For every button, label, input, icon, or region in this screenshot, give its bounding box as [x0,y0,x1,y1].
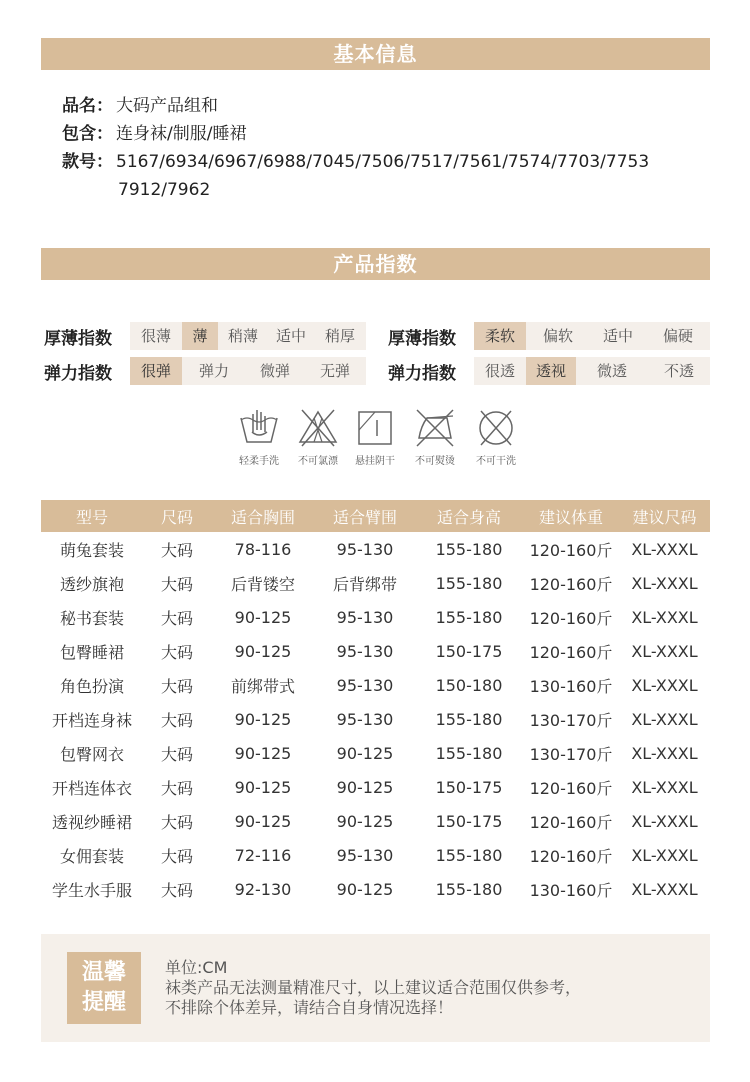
index-label: 弹力指数 [388,363,456,384]
index-option: 偏软 [542,327,573,345]
size-table [41,500,710,906]
header-height: 适合身高 [415,500,523,532]
care-hand-wash [231,406,287,467]
care-label: 不可干洗 [476,456,516,467]
table-cell: 后背绑带 [332,574,397,594]
index-option-selected: 柔软 [474,322,526,350]
header-bust: 适合胸围 [211,500,315,532]
table-row [41,838,710,872]
table-cell: 120-160斤 [529,540,613,560]
index-option: 适中 [275,327,306,345]
index-option: 稍厚 [324,327,355,345]
table-cell: 大码 [160,676,193,696]
table-cell: 大码 [160,778,193,798]
table-cell: 萌兔套装 [59,540,124,560]
tip-badge-line2: 提醒 [81,990,126,1015]
index-label: 厚薄指数 [44,328,112,349]
table-cell: 155-180 [435,709,503,729]
table-cell: 120-160斤 [529,778,613,798]
hand-wash-icon [237,406,281,448]
index-option: 很透 [484,362,515,380]
table-cell: 92-130 [234,879,292,899]
care-label: 不可氯漂 [298,456,338,467]
table-row [41,702,710,736]
table-cell: 透视纱睡裙 [51,812,132,832]
table-cell: 95-130 [336,539,394,559]
header-rec-size: 建议尺码 [619,500,710,532]
table-cell: 90-125 [234,709,292,729]
header-model: 型号 [41,500,143,532]
basic-info [62,92,676,204]
tip-text [165,958,581,1018]
table-cell: 包臀网衣 [59,744,124,764]
table-cell: XL-XXXL [631,607,698,627]
table-cell: 120-160斤 [529,574,613,594]
table-cell: 前绑带式 [230,676,295,696]
table-cell: 155-180 [435,845,503,865]
table-cell: XL-XXXL [631,743,698,763]
model-value-line1: 5167/6934/6967/6988/7045/7506/7517/7561/7574/7703/7753 [116,152,650,172]
index-group-thickness [44,322,366,350]
index-label: 弹力指数 [44,363,112,384]
table-cell: 90-125 [234,607,292,627]
index-option-selected: 很弹 [130,357,182,385]
index-group-elasticity [44,357,366,385]
no-dry-clean-icon [474,406,518,448]
table-row [41,668,710,702]
table-cell: 大码 [160,540,193,560]
table-cell: 90-125 [336,777,394,797]
table-row [41,804,710,838]
tip-note-2: 不排除个体差异，请结合自身情况选择！ [165,998,454,1017]
table-cell: 透纱旗袍 [59,574,124,594]
table-cell: 155-180 [435,607,503,627]
table-cell: 90-125 [234,811,292,831]
index-option: 不透 [663,362,694,380]
table-cell: 后背镂空 [230,574,295,594]
table-cell: 155-180 [435,573,503,593]
table-cell: 155-180 [435,743,503,763]
include-value: 连身袜/制服/睡裙 [116,124,247,144]
table-header-row [41,500,710,532]
table-cell: XL-XXXL [631,641,698,661]
table-cell: 95-130 [336,641,394,661]
table-cell: XL-XXXL [631,675,698,695]
table-row [41,600,710,634]
table-cell: 大码 [160,642,193,662]
table-cell: XL-XXXL [631,709,698,729]
table-cell: 大码 [160,880,193,900]
tip-badge-line1: 温馨 [81,960,126,985]
table-row [41,872,710,906]
table-cell: 150-175 [435,777,503,797]
table-cell: 大码 [160,608,193,628]
table-cell: 72-116 [234,845,292,865]
model-value-line2: 7912/7962 [118,180,211,200]
table-row [41,770,710,804]
table-cell: 90-125 [234,641,292,661]
table-cell: 155-180 [435,879,503,899]
table-cell: XL-XXXL [631,573,698,593]
table-cell: XL-XXXL [631,879,698,899]
table-cell: 120-160斤 [529,642,613,662]
table-cell: 90-125 [336,811,394,831]
table-cell: 130-160斤 [529,880,613,900]
index-option: 无弹 [319,362,350,380]
index-option-selected: 薄 [182,322,218,350]
table-cell: 大码 [160,574,193,594]
table-cell: 150-175 [435,641,503,661]
care-label: 悬挂阴干 [355,456,395,467]
table-cell: 大码 [160,744,193,764]
index-group-softness [388,322,710,350]
table-row [41,532,710,566]
tip-badge [67,952,141,1024]
table-cell: 130-170斤 [529,710,613,730]
table-cell: 95-130 [336,675,394,695]
care-no-bleach [290,406,346,467]
tip-note-1: 袜类产品无法测量精准尺寸，以上建议适合范围仅供参考， [165,978,582,997]
table-cell: 95-130 [336,607,394,627]
no-bleach-icon [296,406,340,448]
table-cell: XL-XXXL [631,845,698,865]
table-cell: 95-130 [336,709,394,729]
table-cell: 95-130 [336,845,394,865]
table-row [41,736,710,770]
table-cell: XL-XXXL [631,811,698,831]
table-cell: 120-160斤 [529,608,613,628]
table-cell: 女佣套装 [59,846,124,866]
product-index-banner: 产品指数 [41,248,710,280]
no-iron-icon [413,406,457,448]
index-option: 微透 [596,362,627,380]
tip-unit: 单位:CM [165,958,228,977]
table-cell: 120-160斤 [529,812,613,832]
table-cell: 大码 [160,846,193,866]
table-row [41,566,710,600]
table-cell: 150-180 [435,675,503,695]
care-hang-dry [347,406,403,467]
index-option: 适中 [602,327,633,345]
index-option: 微弹 [259,362,290,380]
index-option: 弹力 [198,362,229,380]
table-cell: 90-125 [336,879,394,899]
table-cell: 大码 [160,812,193,832]
table-cell: 130-170斤 [529,744,613,764]
basic-info-banner: 基本信息 [41,38,710,70]
include-label: 包含： [62,124,113,144]
index-option: 偏硬 [662,327,693,345]
name-label: 品名： [62,96,113,116]
table-cell: 大码 [160,710,193,730]
tip-box [41,934,710,1042]
table-cell: 150-175 [435,811,503,831]
index-group-transparency [388,357,710,385]
table-cell: 包臀睡裙 [59,642,124,662]
header-weight: 建议体重 [523,500,619,532]
table-cell: 开档连体衣 [51,778,132,798]
table-cell: XL-XXXL [631,777,698,797]
header-arm: 适合臂围 [315,500,415,532]
index-option-selected: 透视 [526,357,576,385]
table-cell: 秘书套装 [59,608,124,628]
table-cell: 角色扮演 [59,676,124,696]
table-cell: 开档连身袜 [51,710,132,730]
table-cell: 130-160斤 [529,676,613,696]
table-cell: XL-XXXL [631,539,698,559]
table-cell: 155-180 [435,539,503,559]
care-label: 不可熨烫 [415,456,455,467]
index-option: 很薄 [140,327,171,345]
index-option: 稍薄 [227,327,258,345]
model-label: 款号： [62,152,113,172]
care-no-dry-clean [468,406,524,467]
table-cell: 学生水手服 [51,880,132,900]
table-cell: 90-125 [336,743,394,763]
table-row [41,634,710,668]
care-no-iron [407,406,463,467]
header-size: 尺码 [143,500,211,532]
hang-dry-icon [353,406,397,448]
care-label: 轻柔手洗 [239,456,279,467]
index-label: 厚薄指数 [388,328,456,349]
table-cell: 120-160斤 [529,846,613,866]
table-cell: 78-116 [234,539,292,559]
table-cell: 90-125 [234,777,292,797]
name-value: 大码产品组和 [116,96,218,116]
table-cell: 90-125 [234,743,292,763]
